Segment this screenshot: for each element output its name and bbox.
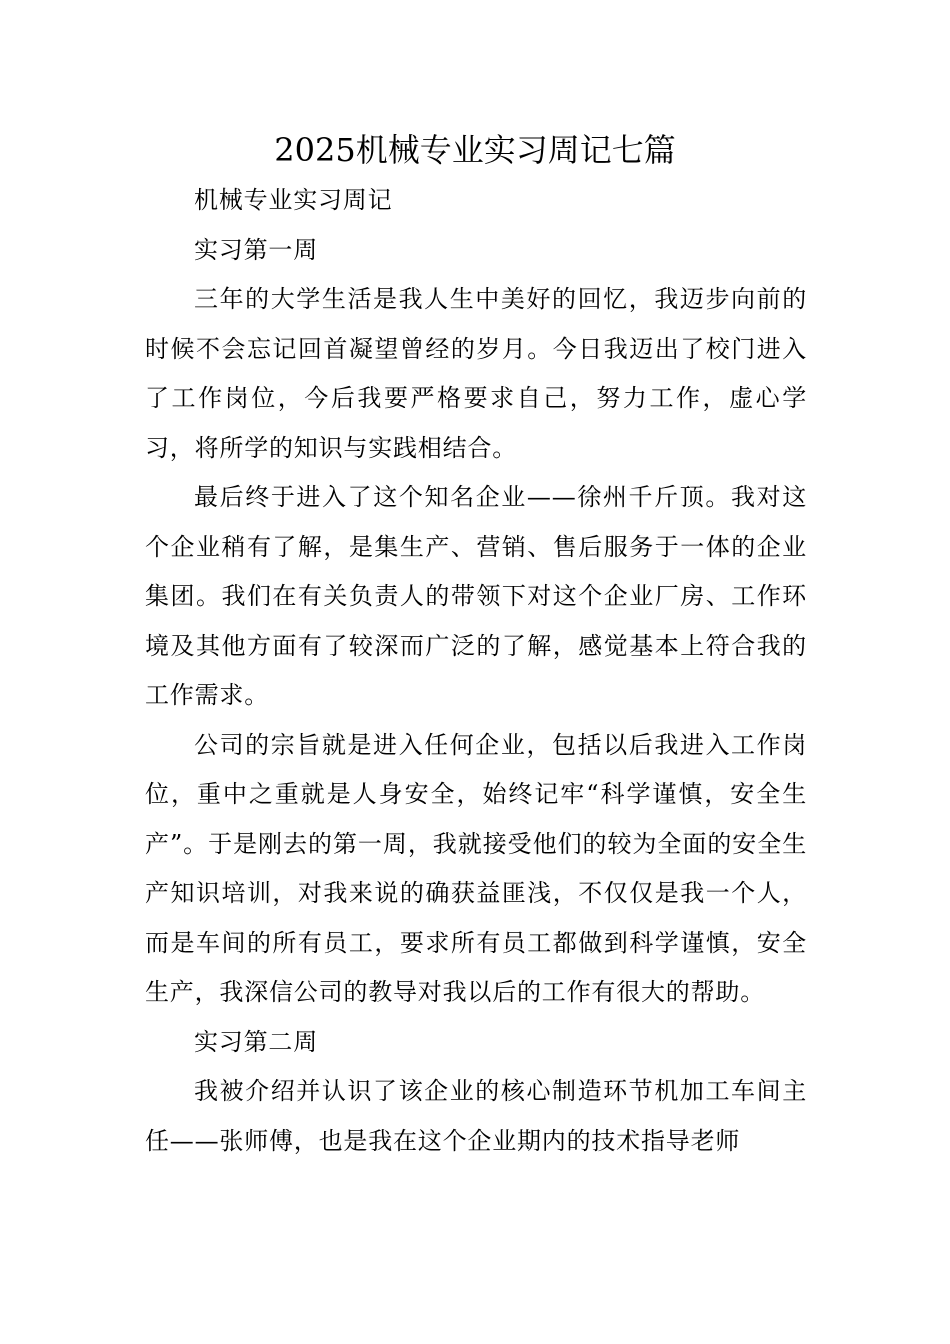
- document-body: [145, 176, 807, 1166]
- subtitle-paragraph: 机械专业实习周记: [194, 186, 393, 214]
- body-paragraph: 公司的宗旨就是进入任何企业，包括以后我进入工作岗位，重中之重就是人身安全，始终记牢“科学谨慎，安全生产”。于是刚去的第一周，我就接受他们的较为全面的安全生产知识培训，对我来说的确获益匪浅，不仅仅是我一个人，而是车间的所有员工，要求所有员工都做到科学谨慎，安全生产，我深信公司的教导对我以后的工作有很大的帮助。: [145, 730, 807, 1006]
- body-paragraph: 最后终于进入了这个知名企业——徐州千斤顶。我对这个企业稍有了解，是集生产、营销、售后服务于一体的企业集团。我们在有关负责人的带领下对这个企业厂房、工作环境及其他方面有了较深而广泛的了解，感觉基本上符合我的工作需求。: [145, 483, 807, 709]
- body-paragraph: 三年的大学生活是我人生中美好的回忆，我迈步向前的时候不会忘记回首凝望曾经的岁月。今日我迈出了校门进入了工作岗位，今后我要严格要求自己，努力工作，虚心学习，将所学的知识与实践相结合。: [145, 285, 807, 462]
- document-title: 2025机械专业实习周记七篇: [274, 131, 676, 169]
- body-paragraph: 我被介绍并认识了该企业的核心制造环节机加工车间主任——张师傅，也是我在这个企业期内的技术指导老师: [145, 1077, 807, 1155]
- week-two-heading: 实习第二周: [194, 1027, 318, 1056]
- week-one-heading: 实习第一周: [194, 235, 318, 264]
